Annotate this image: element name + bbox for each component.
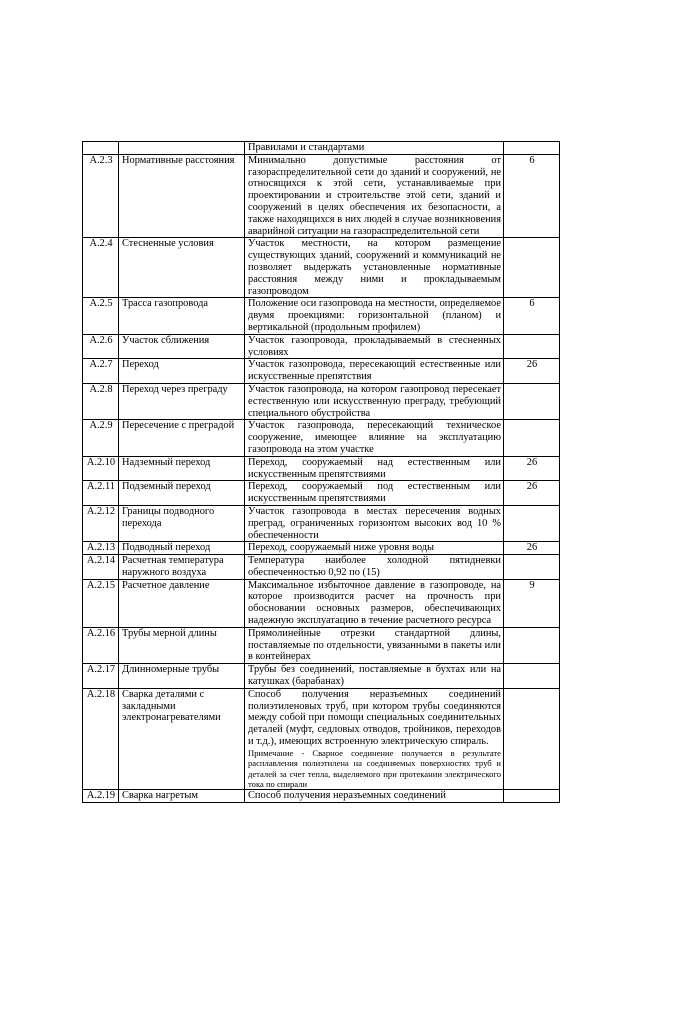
- term-reference: 6: [504, 154, 560, 238]
- term-reference: 6: [504, 298, 560, 334]
- table-row: [83, 334, 560, 359]
- term-name: Длинномерные трубы: [119, 664, 245, 689]
- term-name: Сварка деталями с закладными электронагревателями: [119, 688, 245, 790]
- term-definition: Способ получения неразъемных соединений полиэтиленовых труб, при котором трубы соединяются между собой при помощи специальных соединительных деталей (муфт, седловых отводов, тройников, переходов и т.д.), имеющих встроенную электрическую спираль.: [248, 688, 501, 748]
- table-row: [83, 238, 560, 298]
- term-name: Стесненные условия: [119, 238, 245, 298]
- table-row: [83, 664, 560, 689]
- term-reference: [504, 142, 560, 155]
- term-reference: [504, 238, 560, 298]
- term-reference: 26: [504, 359, 560, 384]
- table-row: [83, 142, 560, 155]
- term-reference: [504, 664, 560, 689]
- term-name: Трубы мерной длины: [119, 627, 245, 663]
- table-row: [83, 688, 560, 790]
- term-name: Переход: [119, 359, 245, 384]
- term-name: Пересечение с преградой: [119, 420, 245, 456]
- table-row: [83, 555, 560, 580]
- table-row: [83, 481, 560, 506]
- term-code: А.2.4: [83, 238, 119, 298]
- term-code: А.2.12: [83, 505, 119, 541]
- table-row: [83, 579, 560, 627]
- term-definition: Участок газопровода, пересекающий техническое сооружение, имеющее влияние на эксплуатацию газопровода на этом участке: [245, 420, 504, 456]
- term-code: А.2.11: [83, 481, 119, 506]
- term-definition: Температура наиболее холодной пятидневки обеспеченностью 0,92 по (15): [245, 555, 504, 580]
- term-name: Подземный переход: [119, 481, 245, 506]
- term-name: [119, 142, 245, 155]
- table-row: [83, 505, 560, 541]
- table-row: [83, 456, 560, 481]
- term-reference: [504, 420, 560, 456]
- term-reference: [504, 627, 560, 663]
- terms-table: [82, 141, 560, 803]
- term-reference: 9: [504, 579, 560, 627]
- table-row: [83, 542, 560, 555]
- term-definition: Участок газопровода, прокладываемый в стесненных условиях: [245, 334, 504, 359]
- term-definition: Способ получения неразъемных соединений: [245, 790, 504, 803]
- term-definition: Прямолинейные отрезки стандартной длины, поставляемые по отдельности, увязанными в пакеты или в контейнерах: [245, 627, 504, 663]
- term-name: Границы подводного перехода: [119, 505, 245, 541]
- term-reference: 26: [504, 481, 560, 506]
- term-definition: Переход, сооружаемый под естественным или искусственным препятствиями: [245, 481, 504, 506]
- term-definition: Трубы без соединений, поставляемые в бухтах или на катушках (барабанах): [245, 664, 504, 689]
- term-definition: Участок газопровода в местах пересечения водных преград, ограниченных горизонтом высоких вод 10 % обеспеченности: [245, 505, 504, 541]
- table-row: [83, 298, 560, 334]
- term-definition: Переход, сооружаемый ниже уровня воды: [245, 542, 504, 555]
- term-reference: [504, 383, 560, 419]
- term-code: А.2.14: [83, 555, 119, 580]
- term-code: А.2.5: [83, 298, 119, 334]
- term-code: А.2.17: [83, 664, 119, 689]
- term-code: А.2.3: [83, 154, 119, 238]
- table-row: [83, 154, 560, 238]
- term-code: А.2.8: [83, 383, 119, 419]
- term-name: Сварка нагретым: [119, 790, 245, 803]
- term-definition: Участок газопровода, на котором газопровод пересекает естественную или искусственную преграду, требующий специального обустройства: [245, 383, 504, 419]
- term-name: Участок сближения: [119, 334, 245, 359]
- term-code: А.2.18: [83, 688, 119, 790]
- term-reference: [504, 334, 560, 359]
- table-row: [83, 790, 560, 803]
- term-reference: [504, 688, 560, 790]
- term-name: Переход через преграду: [119, 383, 245, 419]
- term-code: А.2.13: [83, 542, 119, 555]
- term-code: А.2.10: [83, 456, 119, 481]
- term-reference: [504, 505, 560, 541]
- term-reference: 26: [504, 456, 560, 481]
- term-reference: [504, 555, 560, 580]
- term-definition: Положение оси газопровода на местности, определяемое двумя проекциями: горизонтальной (планом) и вертикальной (продольным профилем): [245, 298, 504, 334]
- term-code: А.2.15: [83, 579, 119, 627]
- term-reference: [504, 790, 560, 803]
- term-definition-cell: [245, 688, 504, 790]
- term-code: А.2.7: [83, 359, 119, 384]
- term-code: А.2.9: [83, 420, 119, 456]
- term-code: [83, 142, 119, 155]
- term-note: Примечание - Сварное соединение получается в результате расплавления полиэтилена на соединяемых поверхностях труб и деталей за счет тепла, выделяемого при протекании электрического тока по спирали: [248, 747, 501, 790]
- term-name: Надземный переход: [119, 456, 245, 481]
- term-definition: Участок газопровода, пересекающий естественные или искусственные препятствия: [245, 359, 504, 384]
- term-name: Нормативные расстояния: [119, 154, 245, 238]
- term-name: Трасса газопровода: [119, 298, 245, 334]
- table-row: [83, 383, 560, 419]
- term-definition: Участок местности, на котором размещение существующих зданий, сооружений и коммуникаций не позволяет выдержать установленные нормативные расстояния между ними и прокладываемым газопроводом: [245, 238, 504, 298]
- term-name: Расчетная температура наружного воздуха: [119, 555, 245, 580]
- term-code: А.2.16: [83, 627, 119, 663]
- term-reference: 26: [504, 542, 560, 555]
- term-definition: Переход, сооружаемый над естественным или искусственным препятствиями: [245, 456, 504, 481]
- table-row: [83, 627, 560, 663]
- term-code: А.2.6: [83, 334, 119, 359]
- term-definition: Минимально допустимые расстояния от газораспределительной сети до зданий и сооружений, не относящихся к этой сети, устанавливаемые при проектировании и строительстве этой сети, зданий и сооружений в целях обеспечения их безопасности, а также находящихся в них людей в случае возникновения аварийной ситуации на газораспределительной сети: [245, 154, 504, 238]
- term-code: А.2.19: [83, 790, 119, 803]
- term-definition: Правилами и стандартами: [245, 142, 504, 155]
- term-name: Подводный переход: [119, 542, 245, 555]
- table-row: [83, 359, 560, 384]
- table-row: [83, 420, 560, 456]
- term-definition: Максимальное избыточное давление в газопроводе, на которое производится расчет на прочность при обосновании основных размеров, обеспечивающих надежную эксплуатацию в течение расчетного ресурса: [245, 579, 504, 627]
- term-name: Расчетное давление: [119, 579, 245, 627]
